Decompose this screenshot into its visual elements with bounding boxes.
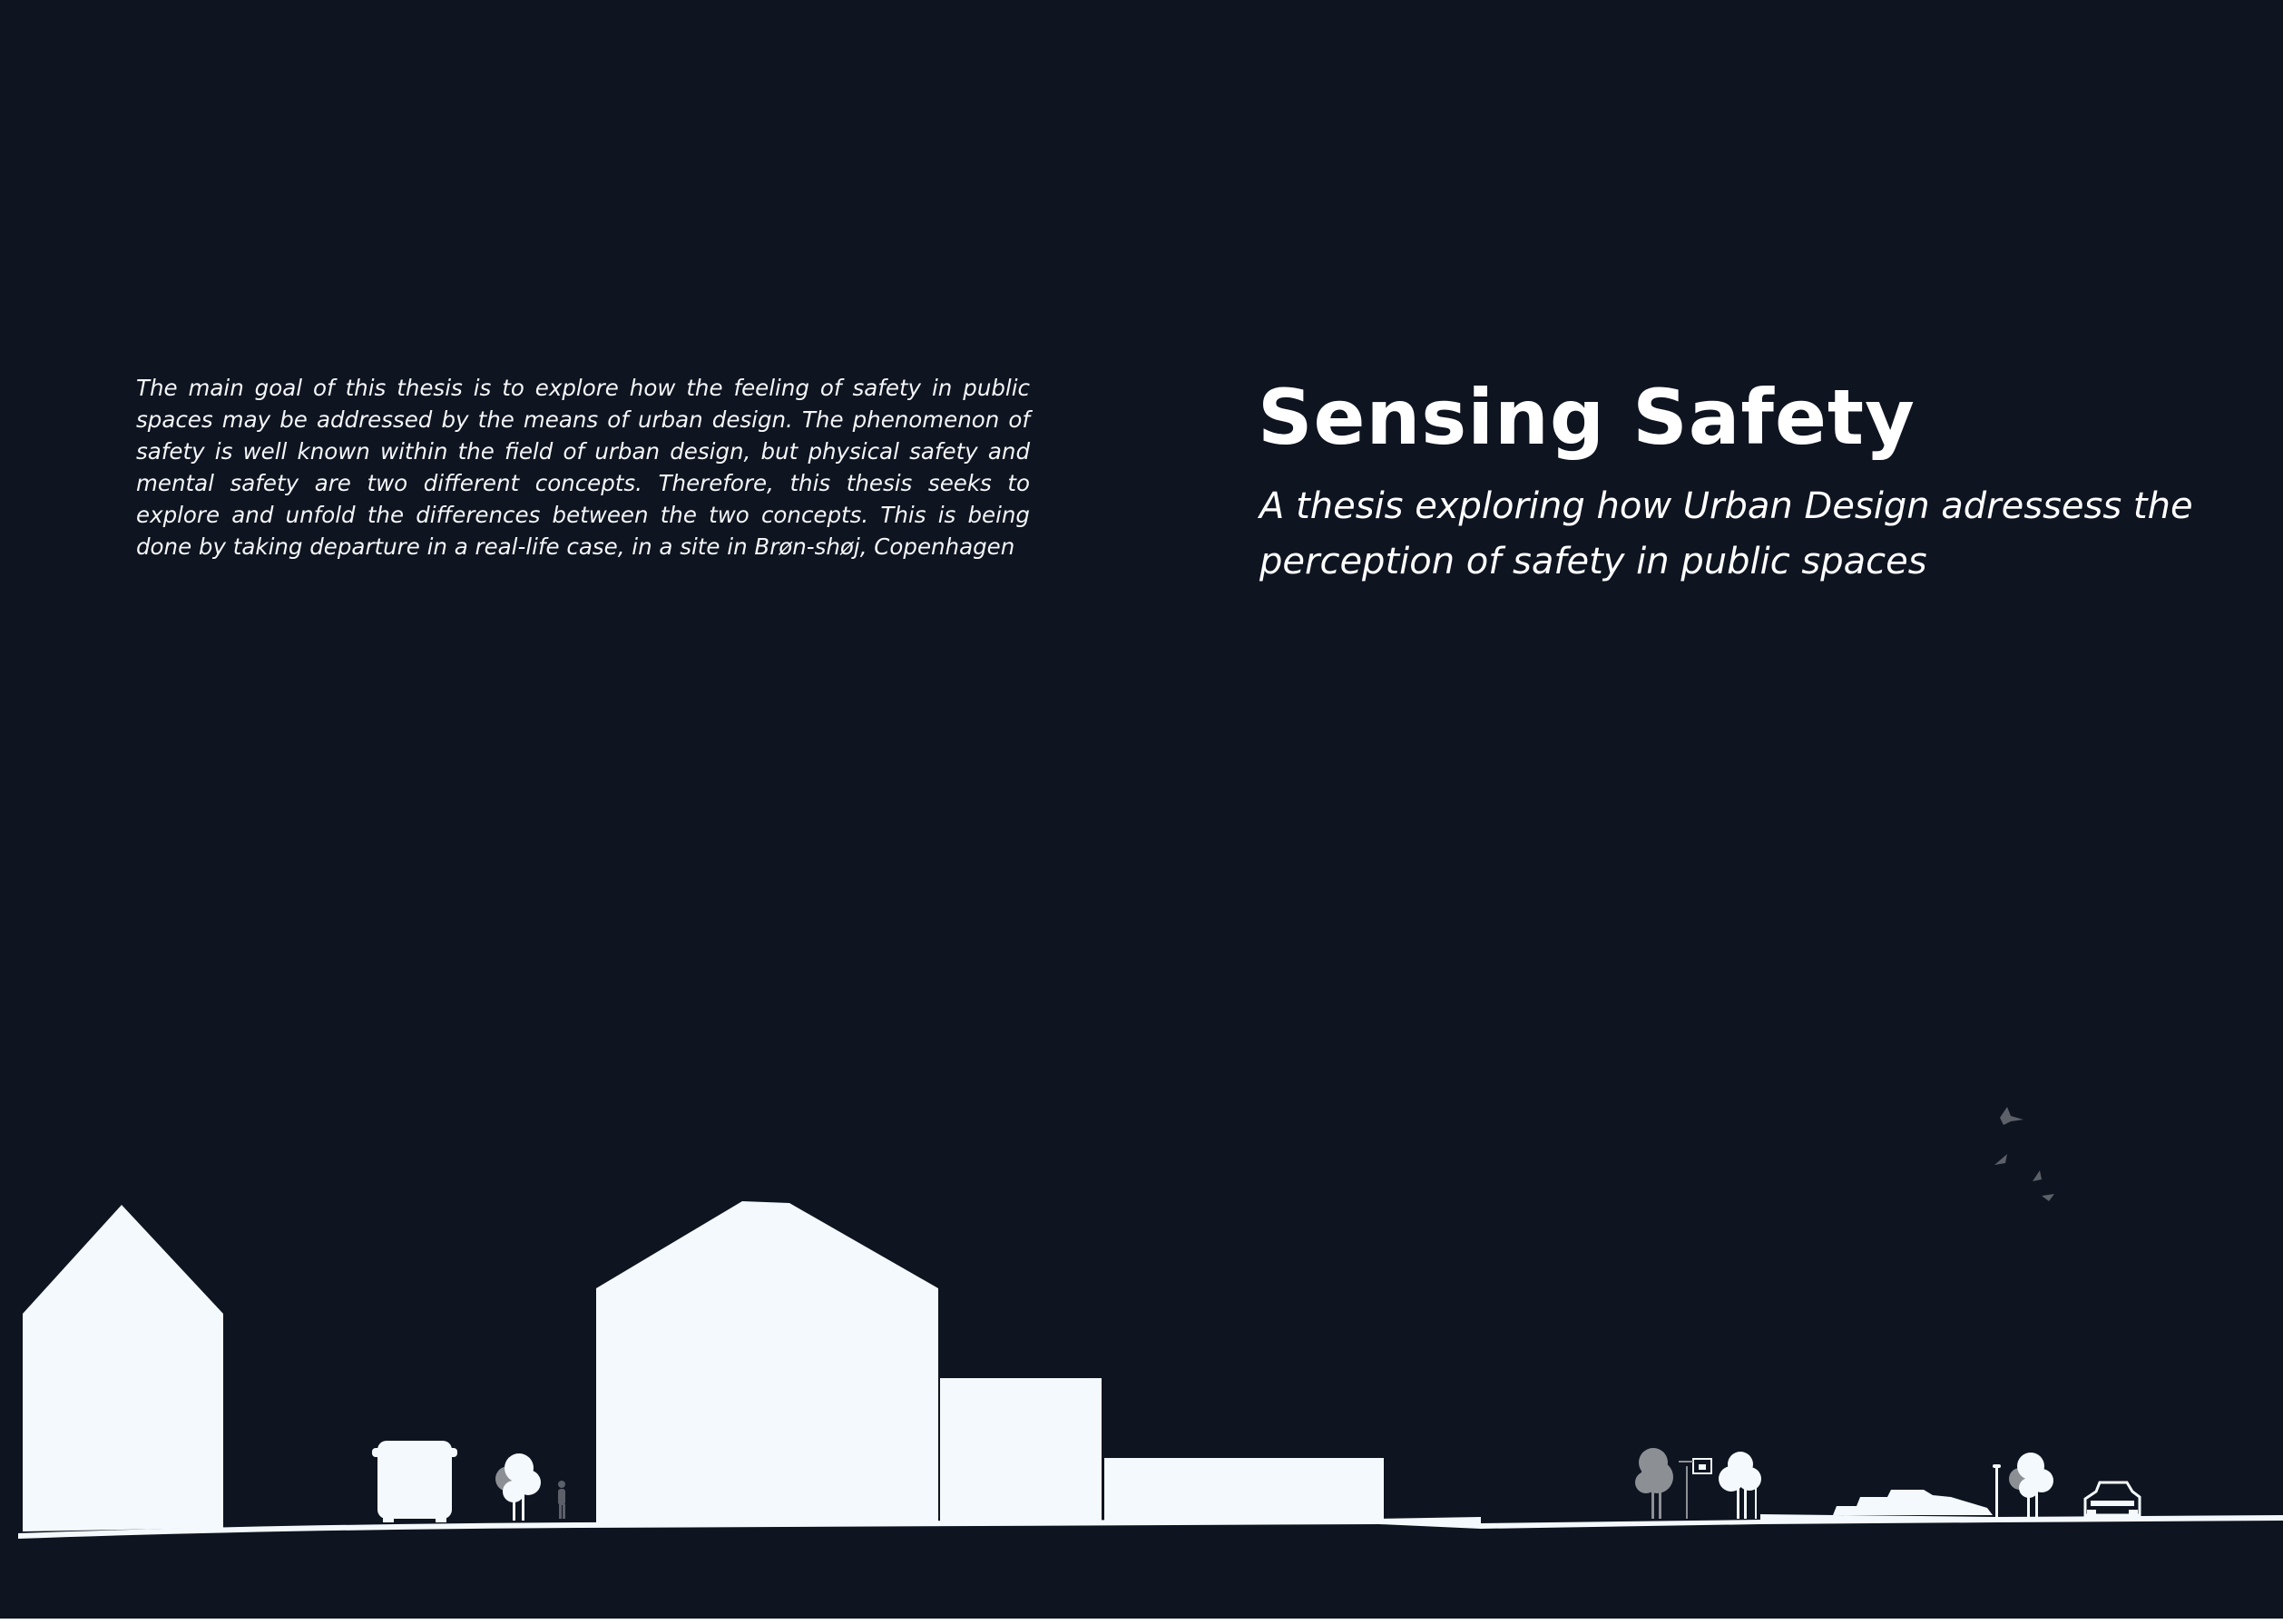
cover-subtitle: A thesis exploring how Urban Design adressess the perception of safety in public spaces [1259, 485, 2193, 582]
abstract-text: The main goal of this thesis is to explore how the feeling of safety in public spaces may be addressed by the means of urban design. The phenomenon of safety is well known within the field of urban design, but physical safety and mental safety are two different concepts. Therefore, this thesis seeks to explore and unfold the differences between the two concepts. This is being done by taking departure in a real-life case, in a site in Brøn-shøj, Copenhagen [136, 375, 1030, 560]
bus-silhouette [372, 1441, 457, 1522]
lamp-post-silhouette [1993, 1464, 2001, 1519]
cover-title: Sensing Safety [1258, 373, 1916, 462]
building-low [1104, 1458, 1384, 1521]
bird-silhouettes [1994, 1107, 2054, 1201]
tree-silhouette [1719, 1452, 1761, 1519]
building-annex [940, 1378, 1102, 1525]
pedestrian-silhouette [558, 1481, 565, 1519]
car-silhouette [2085, 1482, 2140, 1517]
page-bottom-strip [0, 1619, 2283, 1624]
building-central [596, 1201, 938, 1524]
terrace-steps [1833, 1490, 1993, 1515]
tree-silhouette [495, 1453, 541, 1521]
house-gabled-left [23, 1205, 223, 1531]
basketball-hoop-silhouette [1679, 1459, 1711, 1519]
tree-silhouette [2009, 1453, 2053, 1519]
tree-silhouette [1635, 1448, 1673, 1519]
